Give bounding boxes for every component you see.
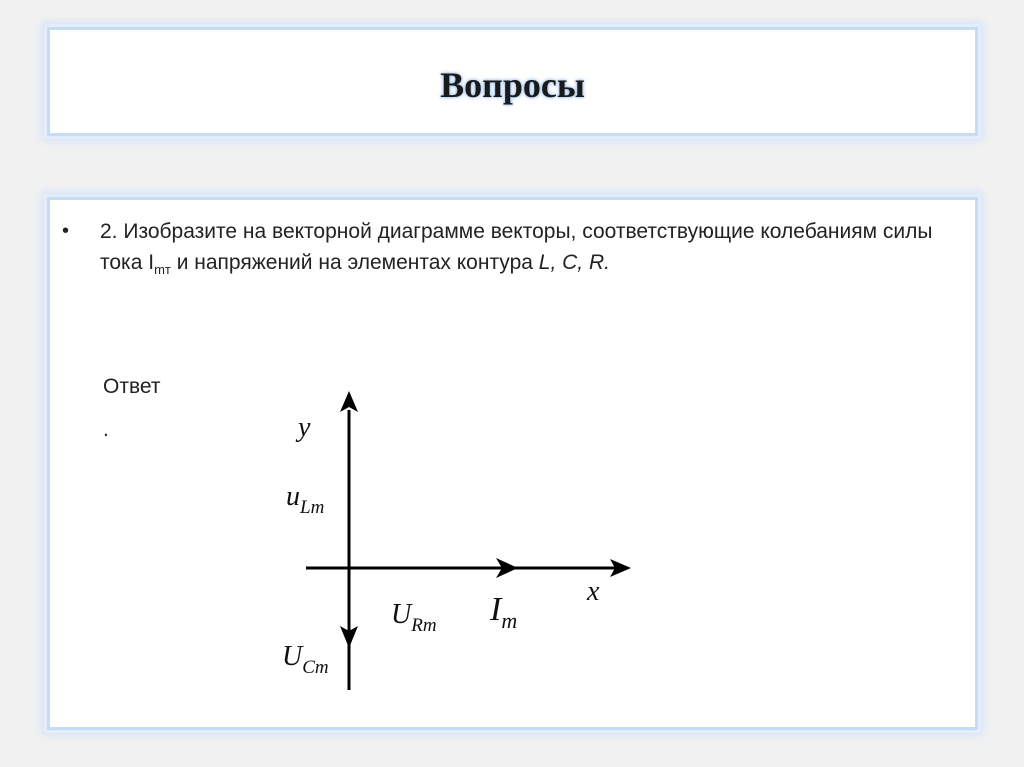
title-panel: [47, 27, 978, 136]
question-subscript: mт: [154, 262, 171, 278]
question-part2: и напряжений на элементах контура: [170, 251, 539, 274]
answer-label: Ответ: [103, 375, 161, 398]
slide-title: Вопросы: [440, 65, 585, 105]
im-label-main: I: [490, 591, 502, 628]
y-axis-label: y: [298, 412, 311, 443]
answer-dot: .: [103, 418, 109, 441]
content-panel: [47, 197, 978, 730]
ul-label: [286, 481, 324, 518]
y-axis-arrowhead: [340, 391, 358, 412]
im-label: [489, 591, 517, 633]
question-part1: 2. Изобразите на векторной диаграмме векторы, соответствующие колебаниям силы тока I: [100, 220, 933, 274]
uc-label-main: U: [282, 641, 303, 672]
vector-diagram: [50, 200, 975, 727]
ul-label-sub: Lm: [300, 497, 325, 518]
ur-label-sub: Rm: [411, 615, 437, 636]
x-axis-label: x: [587, 576, 600, 607]
ur-label-main: U: [391, 599, 412, 630]
bullet-point: •: [62, 220, 70, 242]
uc-label: [282, 641, 329, 678]
im-label-sub: m: [501, 608, 518, 633]
ul-label-main: u: [286, 481, 300, 512]
ur-label: [391, 599, 437, 636]
uc-label-sub: Cm: [302, 657, 329, 678]
question-elements: L, C, R.: [538, 251, 610, 274]
